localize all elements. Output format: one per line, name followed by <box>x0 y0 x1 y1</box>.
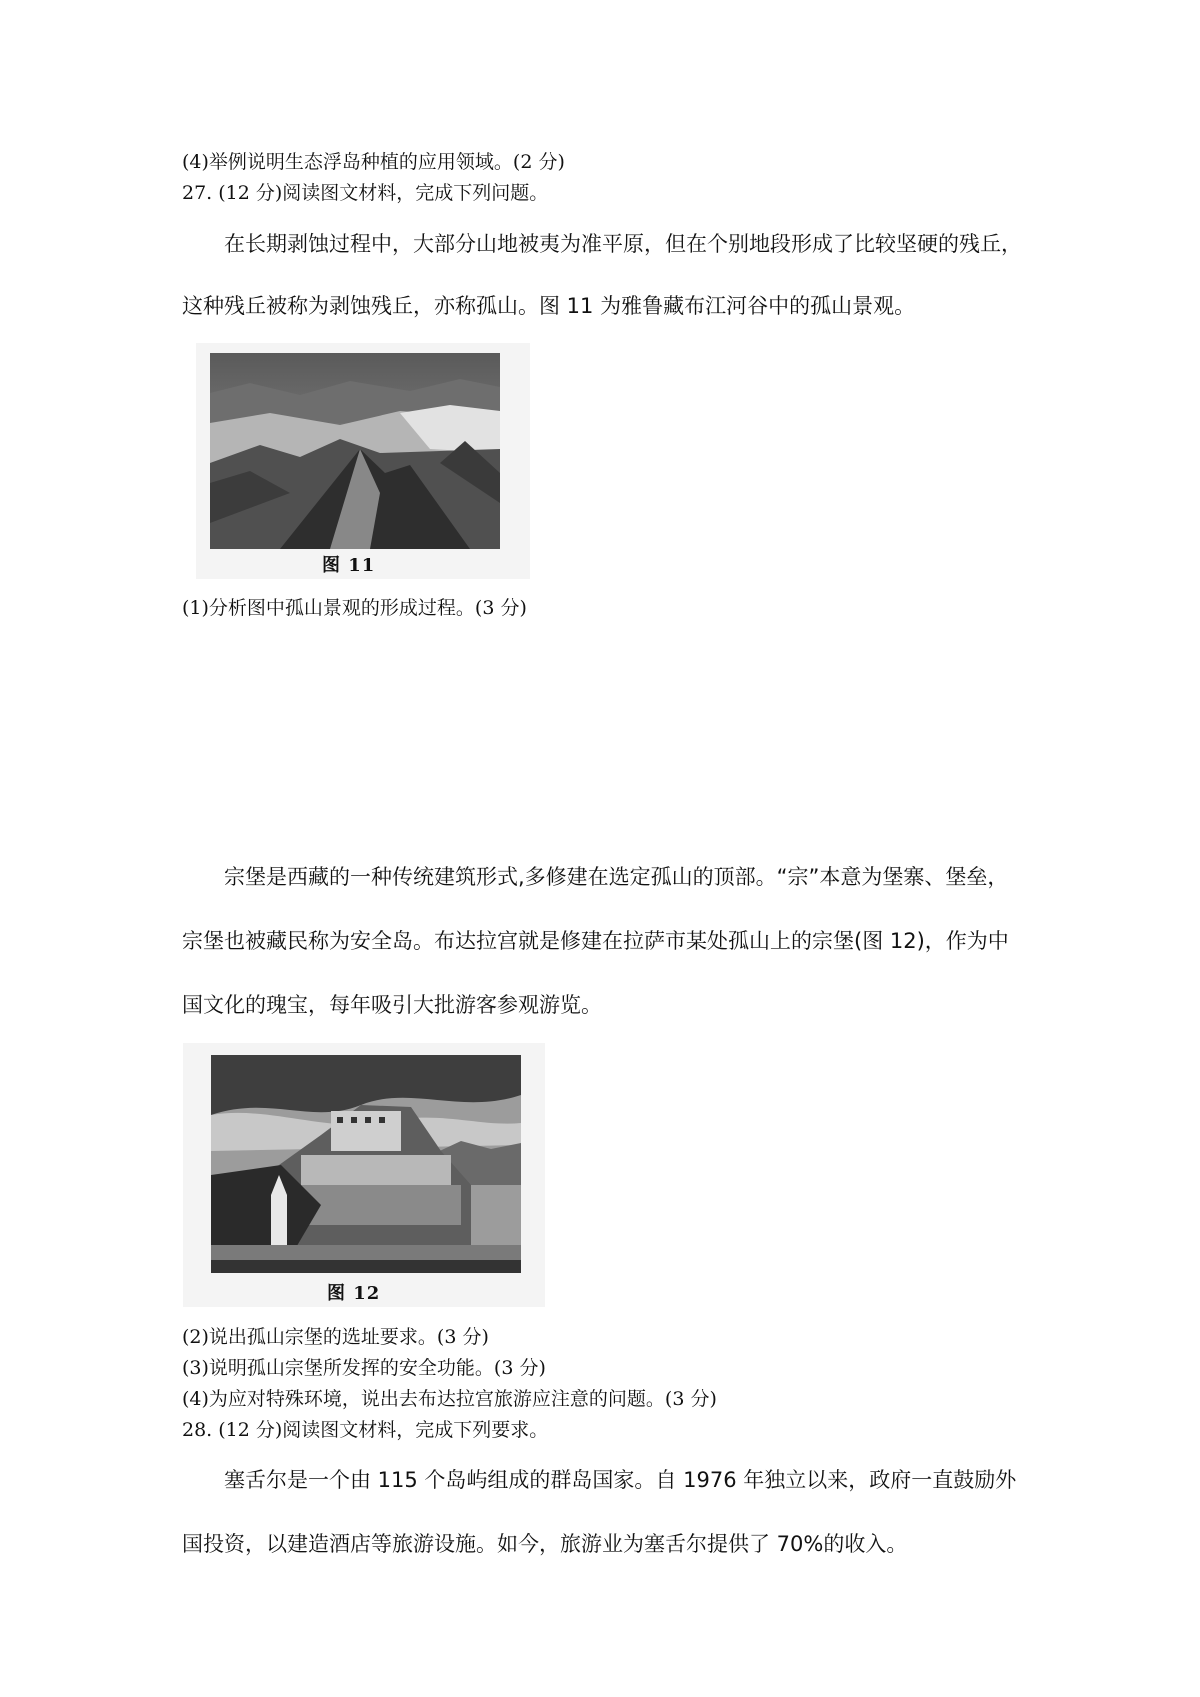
passage2-line2: 宗堡也被藏民称为安全岛。布达拉宫就是修建在拉萨市某处孤山上的宗堡(图 12)，作为中 <box>182 929 1009 953</box>
question-27-4: (4)为应对特殊环境，说出去布达拉宫旅游应注意的问题。(3 分) <box>182 1388 717 1410</box>
figure-12-photo <box>211 1055 521 1273</box>
question-28-header: 28. (12 分)阅读图文材料，完成下列要求。 <box>182 1419 549 1441</box>
question-27-1: (1)分析图中孤山景观的形成过程。(3 分) <box>182 597 527 619</box>
potala-palace-image <box>211 1055 521 1273</box>
question-27-header: 27. (12 分)阅读图文材料，完成下列问题。 <box>182 182 549 204</box>
passage3-line1: 塞舌尔是一个由 115 个岛屿组成的群岛国家。自 1976 年独立以来，政府一直鼓励外 <box>224 1468 1017 1492</box>
passage1-line2: 这种残丘被称为剥蚀残丘，亦称孤山。图 11 为雅鲁藏布江河谷中的孤山景观。 <box>182 294 916 318</box>
passage3-line2: 国投资，以建造酒店等旅游设施。如今，旅游业为塞舌尔提供了 70%的收入。 <box>182 1532 908 1556</box>
figure-12 <box>183 1043 545 1307</box>
passage1-line1: 在长期剥蚀过程中，大部分山地被夷为准平原，但在个别地段形成了比较坚硬的残丘， <box>224 232 1022 256</box>
question-27-3: (3)说明孤山宗堡所发挥的安全功能。(3 分) <box>182 1357 546 1379</box>
figure-11-caption: 图 11 <box>322 555 376 576</box>
question-27-2: (2)说出孤山宗堡的选址要求。(3 分) <box>182 1326 489 1348</box>
figure-11 <box>196 343 530 579</box>
question-26-4: (4)举例说明生态浮岛种植的应用领域。(2 分) <box>182 151 565 173</box>
monadnock-landscape-image <box>210 353 500 549</box>
figure-11-photo <box>210 353 500 549</box>
figure-12-caption: 图 12 <box>327 1283 381 1304</box>
passage2-line3: 国文化的瑰宝，每年吸引大批游客参观游览。 <box>182 993 602 1017</box>
passage2-line1: 宗堡是西藏的一种传统建筑形式,多修建在选定孤山的顶部。“宗”本意为堡寨、堡垒， <box>224 865 1009 889</box>
